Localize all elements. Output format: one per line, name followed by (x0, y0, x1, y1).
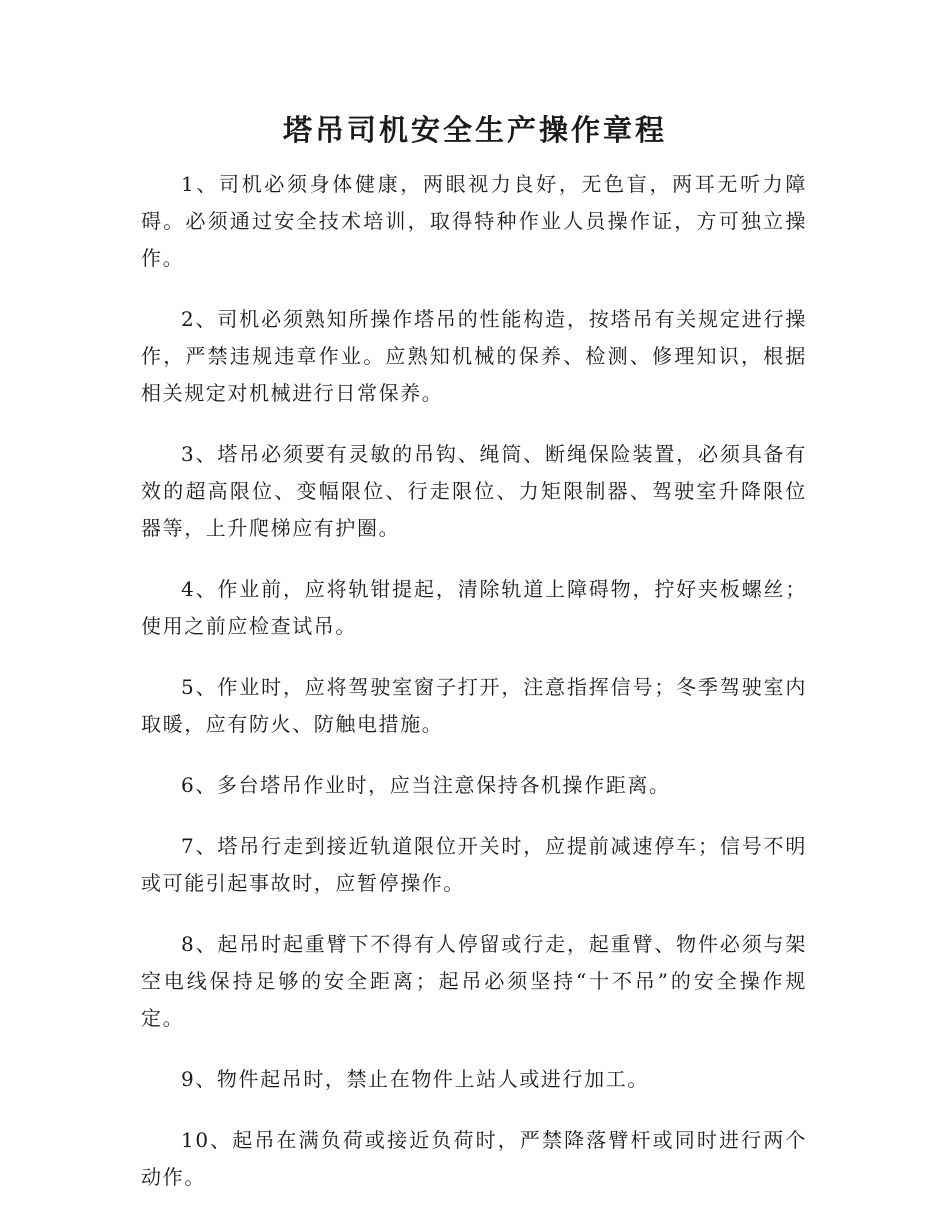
rule-paragraph-2: 2、司机必须熟知所操作塔吊的性能构造，按塔吊有关规定进行操作，严禁违规违章作业。应熟知机械的保养、检测、修理知识，根据相关规定对机械进行日常保养。 (141, 307, 807, 405)
rule-paragraph-9: 9、物件起吊时，禁止在物件上站人或进行加工。 (181, 1067, 649, 1091)
rule-paragraph-1: 1、司机必须身体健康，两眼视力良好，无色盲，两耳无听力障碍。必须通过安全技术培训，取得特种作业人员操作证，方可独立操作。 (141, 172, 807, 270)
rule-paragraph-6: 6、多台塔吊作业时，应当注意保持各机操作距离。 (181, 773, 671, 797)
rule-paragraph-4: 4、作业前，应将轨钳提起，清除轨道上障碍物，拧好夹板螺丝；使用之前应检查试吊。 (141, 577, 807, 638)
document-title: 塔吊司机安全生产操作章程 (282, 113, 667, 147)
document-body (141, 166, 807, 1220)
rule-paragraph-3: 3、塔吊必须要有灵敏的吊钩、绳筒、断绳保险装置，必须具备有效的超高限位、变幅限位、行走限位、力矩限制器、驾驶室升降限位器等，上升爬梯应有护圈。 (141, 442, 807, 540)
rule-paragraph-7: 7、塔吊行走到接近轨道限位开关时，应提前减速停车；信号不明或可能引起事故时，应暂停操作。 (141, 834, 807, 895)
rule-paragraph-8: 8、起吊时起重臂下不得有人停留或行走，起重臂、物件必须与架空电线保持足够的安全距离；起吊必须坚持“十不吊”的安全操作规定。 (141, 932, 807, 1030)
rule-paragraph-5: 5、作业时，应将驾驶室窗子打开，注意指挥信号；冬季驾驶室内取暖，应有防火、防触电措施。 (141, 675, 807, 736)
rule-paragraph-10: 10、起吊在满负荷或接近负荷时，严禁降落臂杆或同时进行两个动作。 (141, 1128, 807, 1189)
